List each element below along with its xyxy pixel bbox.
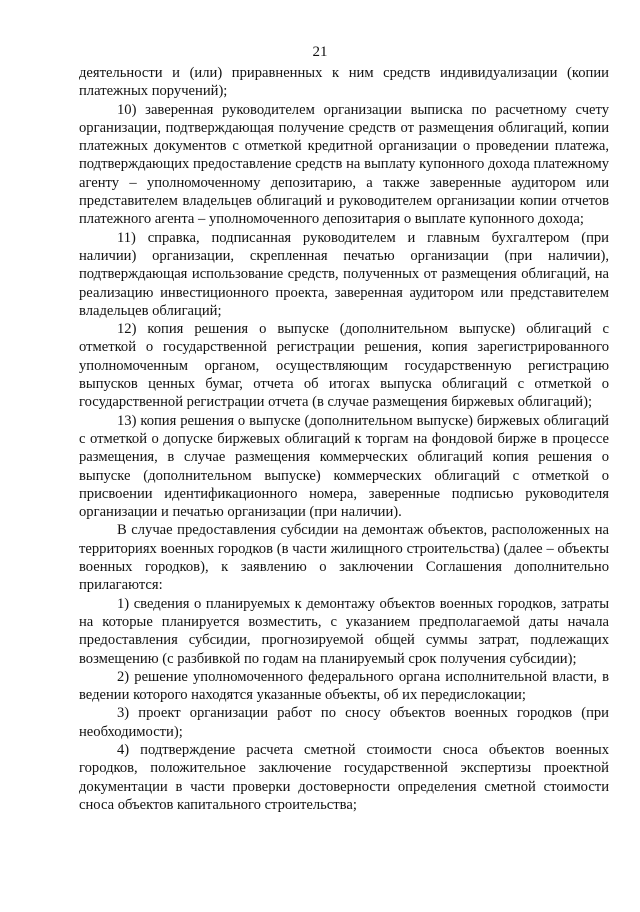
paragraph-demolition-item-3: 3) проект организации работ по сносу объектов военных городков (при необходимости);: [79, 705, 609, 740]
paragraph-demolition-intro: В случае предоставления субсидии на демонтаж объектов, расположенных на территориях военных городков (в части жилищного строительства) (далее – объекты военных городков), к заявлению о заключении Соглашения дополнительно прилагаются:: [79, 522, 609, 594]
paragraph-demolition-item-4: 4) подтверждение расчета сметной стоимости сноса объектов военных городков, положительное заключение государственной экспертизы проектной документации в части проверки достоверности определения сметной стоимости сноса объектов капитального строительства;: [79, 741, 609, 813]
page-number: 21: [312, 44, 328, 60]
paragraph-item-11: 11) справка, подписанная руководителем и главным бухгалтером (при наличии) организации, скрепленная печатью организации (при наличии), подтверждающая использование средств, полученных от размещения облигаций, на реализацию инвестиционного проекта, заверенная аудитором или представителем владельцев облигаций;: [79, 229, 609, 319]
paragraph-item-13: 13) копия решения о выпуске (дополнительном выпуске) биржевых облигаций с отметкой о допуске биржевых облигаций к торгам на фондовой бирже в процессе размещения, в случае размещения коммерческих облигаций копия решения о выпуске (дополнительном выпуске) коммерческих облигаций с отметкой о присвоении идентификационного номера, заверенные подписью руководителя организации и печатью организации (при наличии).: [79, 412, 609, 521]
paragraph-demolition-item-2: 2) решение уполномоченного федерального органа исполнительной власти, в ведении которого находятся указанные объекты, об их передислокации;: [79, 668, 609, 704]
paragraph-item-12: 12) копия решения о выпуске (дополнительном выпуске) облигаций с отметкой о государственной регистрации решения, копия зарегистрированного уполномоченным органом, осуществляющим государственную регистрацию выпусков ценных бумаг, отчета об итогах выпуска облигаций с отметкой о государственной регистрации отчета (в случае размещения биржевых облигаций);: [79, 321, 609, 411]
paragraph-demolition-item-1: 1) сведения о планируемых к демонтажу объектов военных городков, затраты на которые планируется возместить, с указанием предполагаемой даты начала предоставления субсидии, прогнозируемой общей суммы затрат, подлежащих возмещению (с разбивкой по годам на планируемый срок получения субсидии);: [79, 595, 609, 667]
paragraph-item-10: 10) заверенная руководителем организации выписка по расчетному счету организации, подтверждающая получение средств от размещения облигаций, копии платежных документов с отметкой кредитной организации о проведении платежа, подтверждающих предоставление средств на выплату купонного дохода платежному агенту – уполномоченному депозитарию, а также заверенные аудитором или представителем владельцев облигаций и руководителем организации копии отчетов платежного агента – уполномоченного депозитария о выплате купонного дохода;: [79, 101, 609, 228]
paragraph-continuation: деятельности и (или) приравненных к ним средств индивидуализации (копии платежных поручений);: [79, 65, 609, 100]
document-body: [79, 64, 609, 814]
